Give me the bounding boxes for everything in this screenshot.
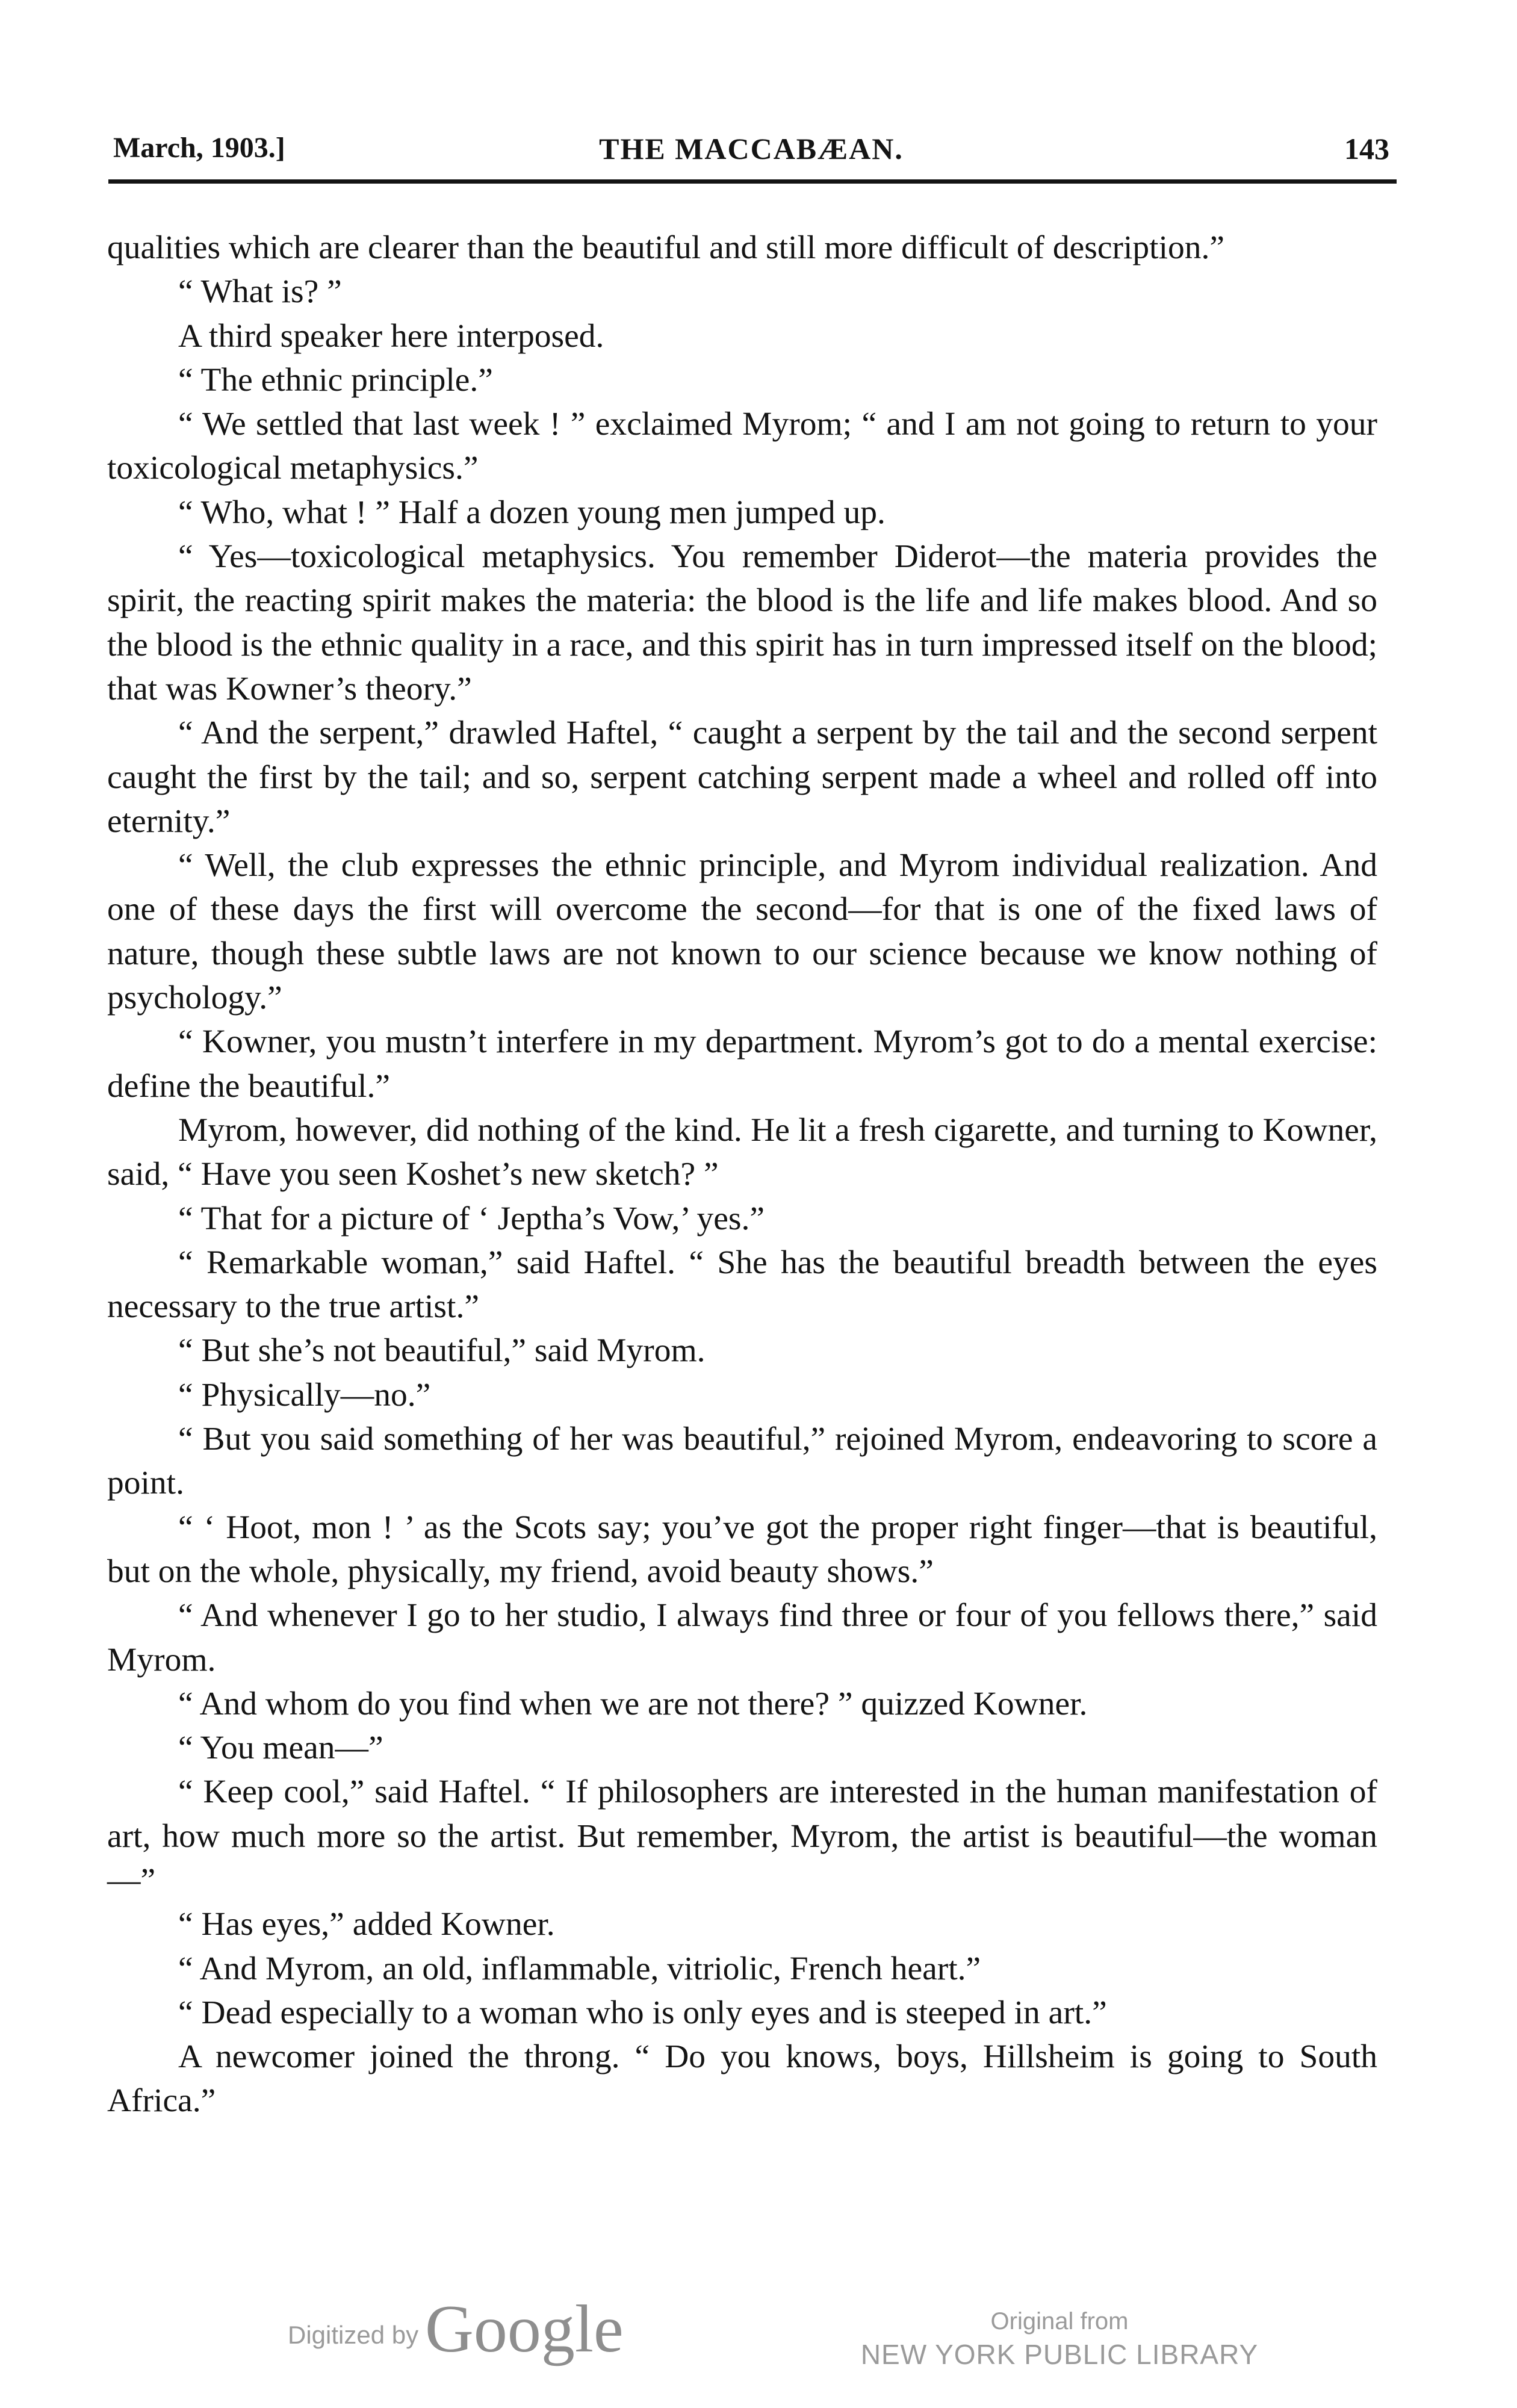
journal-title: THE MACCABÆAN. [599,132,904,166]
paragraph: “ And the serpent,” drawled Haftel, “ caught a serpent by the tail and the second serpent caught the first by the tail; and so, serpent catching serpent made a wheel and rolled off into eternity.” [107,715,1377,840]
paragraph: A newcomer joined the throng. “ Do you knows, boys, Hillsheim is going to South Africa.” [107,2038,1377,2120]
header-date: March, 1903.] [113,132,285,164]
original-source-watermark [855,2306,1264,2372]
page-number: 143 [1344,132,1389,166]
paragraph: “ We settled that last week ! ” exclaimed Myrom; “ and I am not going to return to your toxicological metaphysics.” [107,406,1377,487]
paragraph: “ That for a picture of ‘ Jeptha’s Vow,’ yes.” [178,1200,765,1237]
paragraph: “ You mean—” [178,1730,383,1767]
original-from-label: Original from [990,2308,1129,2335]
paragraph: “ Dead especially to a woman who is only eyes and is steeped in art.” [178,1994,1107,2031]
paragraph: “ And whenever I go to her studio, I always find three or four of you fellows there,” said Myrom. [107,1597,1377,1678]
paragraph: “ Keep cool,” said Haftel. “ If philosophers are interested in the human manifestation of art, how much more so the artist. But remember, Myrom, the artist is beautiful—the woman—” [107,1773,1377,1899]
digitized-label: Digitized by [288,2321,419,2349]
paragraph: A third speaker here interposed. [178,317,604,355]
paragraph: “ ‘ Hoot, mon ! ’ as the Scots say; you’ve got the proper right finger—that is beautiful, but on the whole, physically, my friend, avoid beauty shows.” [107,1509,1377,1590]
paragraph: “ Yes—toxicological metaphysics. You remember Diderot—the materia provides the spirit, the reacting spirit makes the materia: the blood is the life and life makes blood. And so the blood is the ethnic quality in a race, and this spirit has in turn impressed itself on the blood; that was Kowner’s theory.” [107,538,1377,707]
paragraph: “ Has eyes,” added Kowner. [178,1906,555,1943]
paragraph: “ Who, what ! ” Half a dozen young men jumped up. [178,494,886,531]
header-rule [108,179,1397,184]
paragraph: “ But she’s not beautiful,” said Myrom. [178,1332,706,1370]
paragraph: “ The ethnic principle.” [178,361,493,399]
paragraph: “ Physically—no.” [178,1376,431,1413]
paragraph: “ But you said something of her was beautiful,” rejoined Myrom, endeavoring to score a point. [107,1421,1377,1502]
page-header [113,131,1389,173]
paragraph: “ Remarkable woman,” said Haftel. “ She has the beautiful breadth between the eyes necessary to the true artist.” [107,1244,1377,1326]
google-logo: Google [425,2292,624,2366]
paragraph: Myrom, however, did nothing of the kind. He lit a fresh cigarette, and turning to Kowner, said, “ Have you seen Koshet’s new sketch? ” [107,1111,1377,1193]
paragraph: “ What is? ” [178,273,342,311]
paragraph: “ And Myrom, an old, inflammable, vitriolic, French heart.” [178,1950,981,1987]
paragraph: “ And whom do you find when we are not there? ” quizzed Kowner. [178,1685,1088,1722]
paragraph: “ Well, the club expresses the ethnic principle, and Myrom individual realization. And one of these days the first will overcome the second—for that is one of the fixed laws of nature, though these subtle laws are not known to our science because we know nothing of psychology.” [107,847,1377,1017]
library-name: NEW YORK PUBLIC LIBRARY [860,2339,1259,2370]
article-body [107,226,1377,2123]
paragraph: “ Kowner, you mustn’t interfere in my department. Myrom’s got to do a mental exercise: define the beautiful.” [107,1023,1377,1105]
paragraph: qualities which are clearer than the beautiful and still more difficult of description.” [107,229,1225,266]
